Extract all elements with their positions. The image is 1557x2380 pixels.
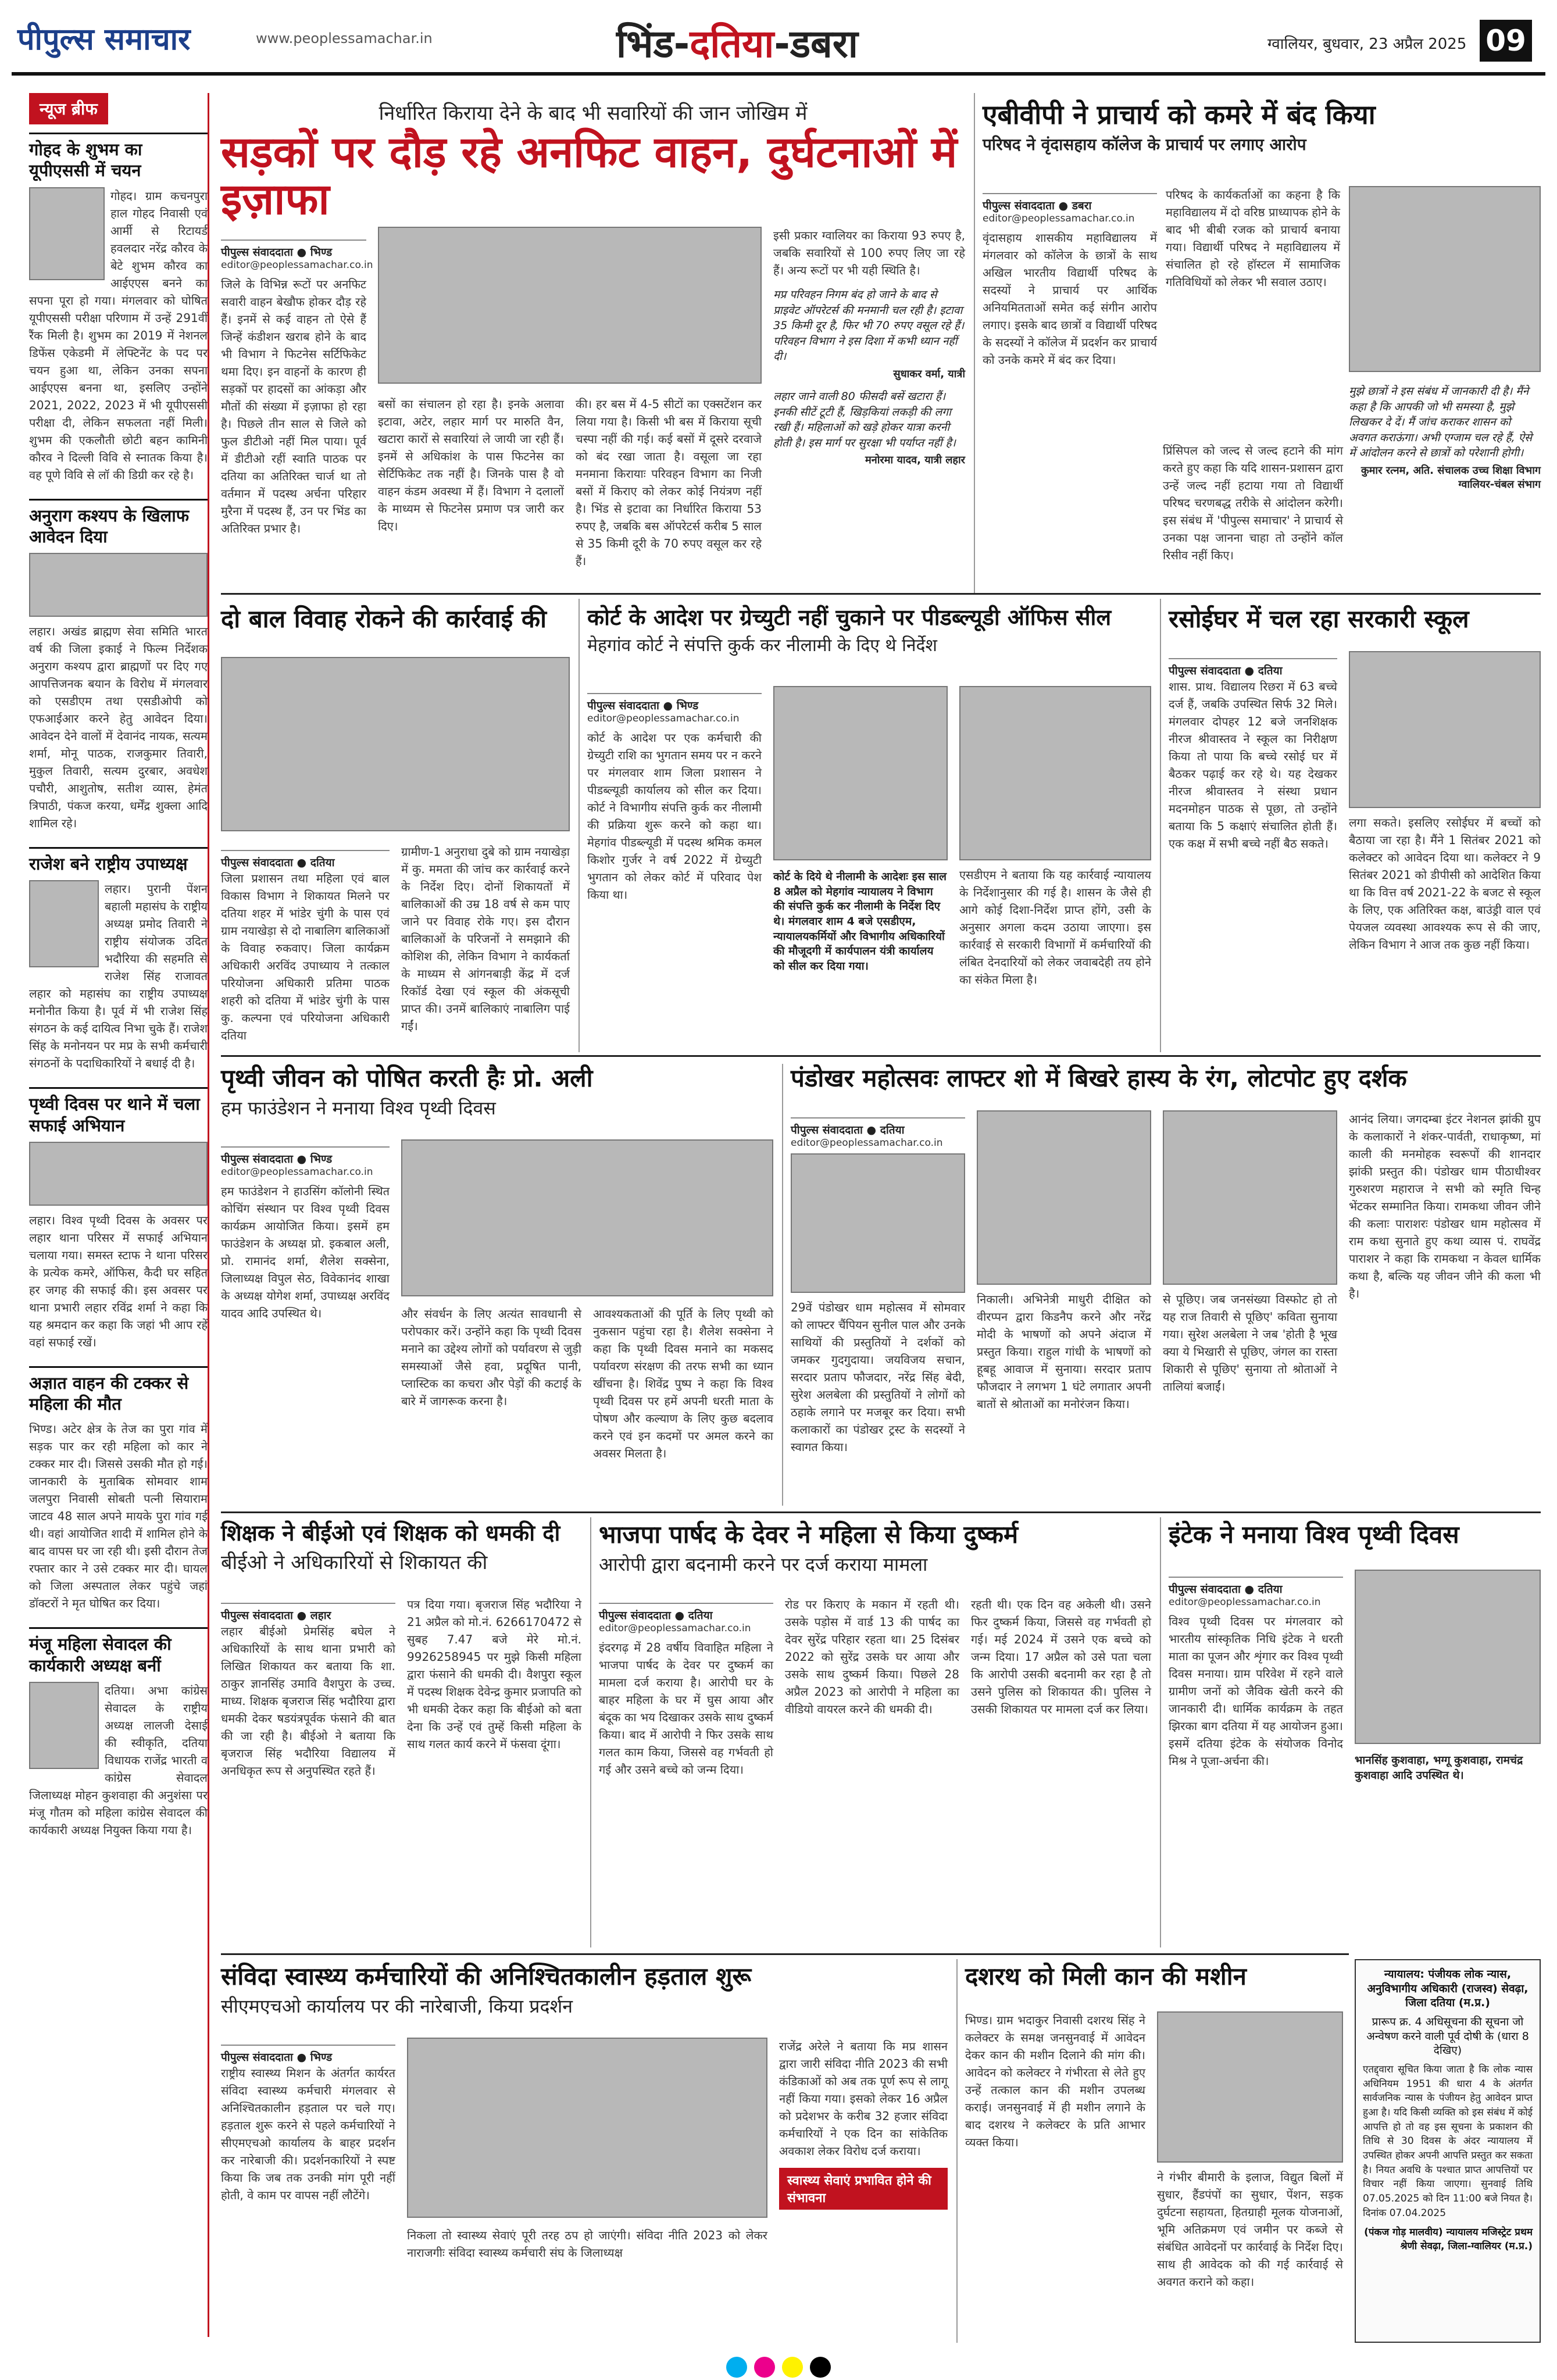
story-body: परिषद के कार्यकर्ताओं का कहना है कि महाविद्यालय में दो वरिष्ठ प्राध्यापक होने के बाद भी बीबी रजक को प्राचार्य बनाया गया। विद्यार्थी परिषद ने महाविद्यालय में संचालित हो रहे हॉस्टल में सामाजिक गतिविधियों को लेकर भी सवाल उठाए। bbox=[1166, 188, 1340, 289]
byline: पीपुल्स संवाददाता ● भिण्ड bbox=[221, 2045, 395, 2064]
story-body: ग्रामीण-1 अनुराधा दुबे को ग्राम नयाखेड़ा में कु. ममता की जांच कर कार्रवाई करने के निर्देश दिए। दोनों शिकायतों में बालिकाओं की उम्र 18 वर्ष से कम पाए जाने पर विवाह रोके गए। इस दौरान बालिकाओं के परिजनों ने समझाने की कोशिश की, लेकिन विभाग ने कार्यकर्ता के माध्यम से आंगनबाड़ी केंद्र में दर्ज रिकॉर्ड देखा एवं स्कूल की अंकसूची प्राप्त की। उनमें बालिकाएं नाबालिग पाई गईं। bbox=[401, 845, 570, 1033]
pandokhar-col-4 bbox=[1349, 1110, 1541, 1302]
health-strike-caption bbox=[407, 2227, 767, 2261]
column-divider bbox=[1160, 1517, 1161, 1947]
brief-headline: राजेश बने राष्ट्रीय उपाध्यक्ष bbox=[29, 847, 208, 874]
story-body: से पूछिए। जब जनसंख्या विस्फोट हो तो यह राज तिवारी से पूछिए' कविता सुनाया गया। सुरेश अलबेला ने जब 'होती है भूख क्या ये भिखारी से पूछिए, जंगल का रास्ता शिकारी से पूछिए' सुनाया तो श्रोताओं ने तालियां बजाईं। bbox=[1163, 1292, 1337, 1393]
brief-body: लहार। पुरानी पेंशन बहाली महासंघ के राष्ट्रीय अध्यक्ष प्रमोद तिवारी ने राष्ट्रीय संयोजक उदित भदौरिया की सहमति से राजेश सिंह राजावत लहार को महासंघ का राष्ट्रीय उपाध्यक्ष मनोनीत किया है। पूर्व में भी राजेश सिंह संगठन के कई दायित्व निभा चुके हैं। राजेश सिंह के मनोनयन पर मप्र के सभी कर्मचारी संगठनों के पदाधिकारियों ने बधाई दी है। bbox=[29, 882, 208, 1071]
pandokhar-col-2 bbox=[977, 1110, 1151, 1413]
bjp-col-1 bbox=[599, 1596, 773, 1778]
legal-notice bbox=[1355, 1959, 1541, 2343]
column-divider bbox=[782, 1064, 783, 1506]
section-divider bbox=[221, 1511, 1541, 1513]
story-body: रहती थी। एक दिन वह अकेली थी। उसने फिर दुष्कर्म किया, जिससे वह गर्भवती हो गई। मई 2024 में उसने एक बच्चे को जन्म दिया। 17 अप्रैल को उसे पता चला कि आरोपी उसकी बदनामी कर रहा है तो उसने पुलिस को शिकायत की। पुलिस ने उसकी शिकायत पर मामला दर्ज कर लिया। bbox=[971, 1598, 1151, 1716]
story-body: लगा सकते। इसलिए रसोईघर में बच्चों को बैठाया जा रहा है। मैंने 1 सितंबर 2021 को कलेक्टर को आवेदन दिया था। कलेक्टर ने 9 सितंबर 2021 को डीपीसी को आदेशित किया था कि वित्त वर्ष 2021-22 के बजट से स्कूल के लिए, एक अतिरिक्त कक्ष, बाउंड्री वाल एवं पेयजल व्यवस्था आवश्यक रूप से की जाए, लेकिन विभाग ने आज तक कुछ नहीं किया। bbox=[1349, 816, 1541, 952]
venue-photo bbox=[791, 1153, 965, 1293]
child-marriage-headline[interactable]: दो बाल विवाह रोकने की कार्रवाई की bbox=[221, 605, 547, 633]
health-strike-story bbox=[221, 1962, 948, 2018]
classroom-photo bbox=[1349, 651, 1541, 808]
quote-block bbox=[773, 389, 965, 467]
hearing-machine-headline[interactable]: दशरथ को मिली कान की मशीन bbox=[965, 1962, 1247, 1991]
teacher-threat-subheadline: बीईओ ने अधिकारियों से शिकायत की bbox=[221, 1550, 488, 1574]
story-body: लहार बीईओ प्रेमसिंह बघेल ने अधिकारियों के साथ थाना प्रभारी को लिखित शिकायत कर बताया कि शा. ठाकुर ज्ञानसिंह उमावि वैशपुरा के उच्च. माध्य. शिक्षक बृजराज सिंह भदौरिया द्वारा धमकी देकर षडयंत्रपूर्वक फंसाने की बात की जा रही है। बीईओ ने बताया कि बृजराज सिंह भदौरिया विद्यालय में अनधिकृत रूप से अनुपस्थित रहते हैं। bbox=[221, 1624, 395, 1778]
story-body: कोर्ट के आदेश पर एक कर्मचारी की ग्रेच्युटी राशि का भुगतान समय पर न करने पर मंगलवार शाम जिला प्रशासन ने पीडब्ल्यूडी कार्यालय को सील कर दिया। कोर्ट ने विभागीय संपत्ति कुर्क कर नीलामी की प्रक्रिया शुरू करने को कहा था। मेहगांव पीडब्ल्यूडी में पदस्थ श्रमिक कमल किशोर गुर्जर ने वर्ष 2022 में ग्रेच्युटी भुगतान को लेकर कोर्ट में परिवाद पेश किया था। bbox=[587, 731, 762, 902]
registration-mark-icon bbox=[810, 2357, 831, 2378]
email[interactable]: editor@peoplessamachar.co.in bbox=[791, 1137, 943, 1149]
portrait-photo bbox=[29, 187, 105, 280]
email[interactable]: editor@peoplessamachar.co.in bbox=[587, 713, 740, 724]
teacher-threat-col-2 bbox=[407, 1596, 581, 1753]
email[interactable]: editor@peoplessamachar.co.in bbox=[221, 259, 373, 271]
worship-photo bbox=[1355, 1570, 1541, 1744]
intec-story bbox=[1169, 1520, 1541, 1549]
abvp-story bbox=[983, 99, 1541, 155]
abvp-quote bbox=[1349, 384, 1541, 491]
dateline: ग्वालियर, बुधवार, 23 अप्रैल 2025 bbox=[1267, 35, 1467, 53]
pandokhar-story bbox=[791, 1064, 1541, 1093]
pandokhar-col-1 bbox=[791, 1110, 965, 1456]
brief-headline: पृथ्वी दिवस पर थाने में चला सफाई अभियान bbox=[29, 1087, 208, 1136]
story-body: विश्व पृथ्वी दिवस पर मंगलवार को भारतीय सांस्कृतिक निधि इंटेक ने धरती माता का पूजन और शृंगार कर विश्व पृथ्वी दिवस मनाया। ग्राम परिवेश में रहने वाले ग्रामीण जनों को जैविक खेती करने की जानकारी दी। धार्मिक कार्यक्रम के तहत झिरका बाग दतिया में यह आयोजन हुआ। इसमें दतिया इंटेक के संयोजक विनोद मिश्र ने पूजा-अर्चना की। bbox=[1169, 1614, 1343, 1768]
pwd-subheadline: मेहगांव कोर्ट ने संपत्ति कुर्क कर नीलामी के दिए थे निर्देश bbox=[587, 635, 937, 656]
story-body: निकाली। अभिनेत्री माधुरी दीक्षित को वीरप्पन द्वारा किडनैप करने और नरेंद्र मोदी के भाषणों को अपने अंदाज में प्रस्तुत किया। राहुल गांधी के भाषणों को हूबहू आवाज में सुनाया। सरदार प्रताप फौजदार ने लगभग 1 घंटे लगातार अपनी बातों से श्रोताओं का मनोरंजन किया। bbox=[977, 1292, 1151, 1411]
byline: पीपुल्स संवाददाता ● दतिया bbox=[599, 1603, 773, 1623]
story-body: एसडीएम ने बताया कि यह कार्रवाई न्यायालय के निर्देशानुसार की गई है। शासन के जैसे ही आगे कोई दिशा-निर्देश प्राप्त होंगे, उसी के अनुसार अगला कदम उठाया जाएगा। इस कार्रवाई से सरकारी विभागों में कर्मचारियों की लंबित देनदारियों को लेकर जवाबदेही तय होने का संकेत मिला है। bbox=[959, 868, 1151, 987]
cleaning-photo bbox=[29, 1142, 208, 1206]
bjp-headline[interactable]: भाजपा पार्षद के देवर ने महिला से किया दुष्कर्म bbox=[599, 1520, 1019, 1549]
story-body: और संवर्धन के लिए अत्यंत सावधानी से परोपकार करें। उन्होंने कहा कि पृथ्वी दिवस मनाने का उद्देश्य लोगों को पर्यावरण से जुड़ी समस्याओं जैसे हवा, प्रदूषित पानी, प्लास्टिक का कचरा और पेड़ों की कटाई के बारे में जागरूक करना है। bbox=[401, 1307, 581, 1408]
kitchen-school-col-1 bbox=[1169, 651, 1337, 852]
column-divider bbox=[1160, 599, 1161, 1052]
brief-item bbox=[29, 1087, 208, 1351]
email[interactable]: editor@peoplessamachar.co.in bbox=[221, 1166, 373, 1178]
earth-day-col-3 bbox=[593, 1305, 773, 1462]
quote-attribution: कुमार रत्नम, अति. संचालक उच्च शिक्षा विभाग ग्वालियर-चंबल संभाग bbox=[1360, 464, 1541, 491]
bjp-col-3 bbox=[971, 1596, 1151, 1718]
notice-text: एतद्द्वारा सूचित किया जाता है कि लोक न्यास अधिनियम 1951 की धारा 4 के अंतर्गत सार्वजनिक न्यास के पंजीयन हेतु आवेदन प्राप्त हुआ है। यदि किसी व्यक्ति को इस संबंध में कोई आपत्ति हो तो वह इस सूचना के प्रकाशन की तिथि से 30 दिवस के अंदर न्यायालय में उपस्थित होकर अपनी आपत्ति प्रस्तुत कर सकता है। नियत अवधि के पश्चात प्राप्त आपत्तियों पर विचार नहीं किया जाएगा। सुनवाई तिथि 07.05.2025 को दिन 11:00 बजे नियत है। दिनांक 07.04.2025 bbox=[1363, 2064, 1533, 2219]
section-title bbox=[616, 16, 858, 69]
earth-day-subheadline: हम फाउंडेशन ने मनाया विश्व पृथ्वी दिवस bbox=[221, 1097, 496, 1120]
brief-item bbox=[29, 1366, 208, 1613]
lead-col-3 bbox=[576, 395, 762, 570]
bjp-subheadline: आरोपी द्वारा बदनामी करने पर दर्ज कराया मामला bbox=[599, 1553, 928, 1576]
news-brief-column bbox=[29, 93, 209, 2337]
kitchen-school-headline[interactable]: रसोईघर में चल रहा सरकारी स्कूल bbox=[1169, 605, 1469, 633]
section-divider bbox=[221, 1953, 1349, 1955]
brief-headline: गोहद के शुभम का यूपीएससी में चयन bbox=[29, 133, 208, 181]
protest-photo bbox=[407, 2038, 767, 2218]
brief-body: दतिया। अभा कांग्रेस सेवादल के राष्ट्रीय अध्यक्ष लालजी देसाई की स्वीकृति, दतिया विधायक राजेंद्र भारती व कांग्रेस सेवादल जिलाध्यक्ष मोहन कुशवाहा की अनुशंसा पर मंजू गौतम को महिला कांग्रेस सेवादल की कार्यकारी अध्यक्ष नियुक्त किया गया है। bbox=[29, 1683, 208, 1837]
office-seal-photo bbox=[773, 686, 948, 860]
child-marriage-story bbox=[221, 605, 570, 634]
lead-col-4 bbox=[773, 227, 965, 467]
lead-col-2 bbox=[378, 395, 564, 535]
hearing-machine-col-1 bbox=[965, 2011, 1145, 2151]
byline: पीपुल्स संवाददाता ● दतिया bbox=[1169, 658, 1337, 678]
byline: पीपुल्स संवाददाता ● दतिया bbox=[791, 1117, 965, 1137]
kitchen-school-col-2 bbox=[1349, 814, 1541, 953]
quote-text: लहार जाने वाली 80 फीसदी बसें खटारा हैं। इनकी सीटें टूटी हैं, खिड़कियां लकड़ी की लगा रखी हैं। महिलाओं को खड़े होकर यात्रा करनी होती है। इस मार्ग पर सुरक्षा भी पर्याप्त नहीं है। bbox=[773, 389, 956, 449]
group-photo bbox=[29, 553, 208, 617]
pandokhar-headline[interactable]: पंडोखर महोत्सवः लाफ्टर शो में बिखरे हास्य के रंग, लोटपोट हुए दर्शक bbox=[791, 1064, 1407, 1092]
intec-headline[interactable]: इंटेक ने मनाया विश्व पृथ्वी दिवस bbox=[1169, 1520, 1459, 1549]
brief-item bbox=[29, 499, 208, 832]
pwd-col-1 bbox=[587, 686, 762, 903]
story-body: जिले के विभिन्न रूटों पर अनफिट सवारी वाहन बेखौफ होकर दौड़ रहे हैं। इनमें से कई वाहन तो ऐसे हैं जिन्हें कंडीशन खराब होने के बाद भी विभाग ने फिटनेस सर्टिफिकेट थमा दिए। इन वाहनों के कारण ही सड़कों पर हादसों का आंकड़ा और मौतों की संख्या में इज़ाफा हो रहा है। पिछले तीन साल से जिले को फुल डीटीओ नहीं मिल पाया। पूर्व में डीटीओ रहीं स्वाति पाठक पर दतिया का अतिरिक्त चार्ज था तो वर्तमान में पदस्थ अर्चना परिहार मुरैना में पदस्थ हैं, उन पर भिंड का अतिरिक्त प्रभार है। bbox=[221, 277, 366, 535]
earth-day-col-1 bbox=[221, 1139, 390, 1322]
abvp-col-3 bbox=[1163, 442, 1343, 564]
pwd-col-2 bbox=[773, 866, 948, 974]
story-body: पत्र दिया गया। बृजराज सिंह भदौरिया ने 21 अप्रैल को मो.नं. 6266170472 से सुबह 7.47 बजे मेरे मो.नं. 9926258945 पर मुझे किसी महिला द्वारा फंसाने की धमकी दी। वैशपुरा स्कूल में पदस्थ शिक्षक देवेन्द्र कुमार प्रजापति को भी धमकी देकर कहा कि बीईओ को बता देना कि उन्हें एवं तुम्हें किसी महिला के साथ गलत कार्य करने में फंसवा दूंगा। bbox=[407, 1598, 581, 1751]
byline: पीपुल्स संवाददाता ● डबरा bbox=[983, 193, 1157, 213]
story-body: जिला प्रशासन तथा महिला एवं बाल विकास विभाग ने शिकायत मिलने पर दतिया शहर में भांडेर चुंगी के पास एवं ग्राम नयाखेड़ा से दो नाबालिग बालिकाओं के विवाह रुकवाए। जिला कार्यक्रम अधिकारी अरविंद उपाध्याय ने तत्काल परियोजना अधिकारी प्रतिमा पाठक शहरी को दतिया में भांडेर चुंगी के पास कु. कल्पना एवं परियोजना अधिकारी दतिया bbox=[221, 871, 390, 1042]
bjp-story bbox=[599, 1520, 1157, 1576]
story-body: 29वें पंडोखर धाम महोत्सव में सोमवार को लाफ्टर चैंपियन सुनील पाल और उनके साथियों की प्रस्तुतियों ने दर्शकों को जमकर गुदगुदाया। जयविजय सचान, सरदार प्रताप फौजदार, नरेंद्र सिंह बेदी, सुरेश अलबेला की प्रस्तुतियों ने लोगों को ठहाके लगाने पर मजबूर कर दिया। सभी कलाकारों का पंडोखर ट्रस्ट के सदस्यों ने स्वागत किया। bbox=[791, 1300, 965, 1454]
quote-attribution: मनोरमा यादव, यात्री लहार bbox=[865, 454, 965, 467]
health-strike-col-2 bbox=[779, 2038, 948, 2210]
quote-text: मप्र परिवहन निगम बंद हो जाने के बाद से प्राइवेट ऑपरेटर्स की मनमानी चल रही है। इटावा 35 किमी दूर है, फिर भी 70 रुपए वसूल रहे हैं। परिवहन विभाग ने इस दिशा में कभी ध्यान नहीं दी। bbox=[773, 288, 965, 363]
brief-item bbox=[29, 1627, 208, 1839]
story-body: राष्ट्रीय स्वास्थ्य मिशन के अंतर्गत कार्यरत संविदा स्वास्थ्य कर्मचारी मंगलवार से अनिश्चितकालीन हड़ताल पर चले गए। हड़ताल शुरू करने से पहले कर्मचारियों ने सीएमएचओ कार्यालय के बाहर प्रदर्शन कर नारेबाजी की। प्रदर्शनकारियों ने स्पष्ट किया कि जब तक उनकी मांग पूरी नहीं होती, वे काम पर वापस नहीं लौटेंगे। bbox=[221, 2066, 395, 2202]
brief-item bbox=[29, 133, 208, 484]
news-brief-tag: न्यूज ब्रीफ bbox=[29, 93, 108, 124]
byline: पीपुल्स संवाददाता ● दतिया bbox=[1169, 1577, 1343, 1596]
officials-photo bbox=[221, 657, 570, 831]
story-body: ने गंभीर बीमारी के इलाज, विद्युत बिलों में सुधार, हैंडपंपों का सुधार, पेंशन, सड़क दुर्घटना सहायता, हितग्राही मूलक योजनाओं, भूमि अतिक्रमण एवं जमीन पर कब्जे से संबंधित आवेदनों पर कार्रवाई के निर्देश दिए। साथ ही आवेदक को की गई कार्रवाई से अवगत कराने को कहा। bbox=[1157, 2170, 1343, 2289]
story-body: आवश्यकताओं की पूर्ति के लिए पृथ्वी को नुकसान पहुंचा रहा है। शैलेश सक्सेना ने कहा कि पृथ्वी दिवस मनाने का मकसद पर्यावरण संरक्षण की तरफ सभी का ध्यान खींचना है। शिवेंद्र पुष्प ने कहा कि विश्व पृथ्वी दिवस पर हमें अपनी धरती माता के पोषण और कल्याण के लिए कुछ बदलाव करने एवं इन कदमों पर अमल करने का अवसर मिलता है। bbox=[593, 1307, 773, 1460]
story-body: शास. प्राथ. विद्यालय रिछरा में 63 बच्चे दर्ज हैं, जबकि उपस्थित सिर्फ 32 मिले। मंगलवार दोपहर 12 बजे जनशिक्षक नीरज श्रीवास्तव ने स्कूल का निरीक्षण किया तो पाया कि बच्चे रसोई घर में बैठकर पढ़ाई कर रहे थे। यह देखकर नीरज श्रीवास्तव ने संस्था प्रधान मदनमोहन पाठक से पूछा, तो उन्होंने बताया कि 5 कक्षाएं संचालित होती हैं। एक कक्ष में सभी बच्चे नहीं बैठ सकते। bbox=[1169, 680, 1337, 850]
hearing-machine-story bbox=[965, 1962, 1343, 1991]
byline: पीपुल्स संवाददाता ● भिण्ड bbox=[587, 693, 762, 713]
section-title-part-2: दतिया bbox=[690, 22, 774, 66]
health-strike-col-1 bbox=[221, 2038, 395, 2204]
byline: पीपुल्स संवाददाता ● दतिया bbox=[221, 850, 390, 870]
kitchen-school-story bbox=[1169, 605, 1541, 634]
lead-headline[interactable]: सड़कों पर दौड़ रहे अनफिट वाहन, दुर्घटनाओं में इज़ाफा bbox=[221, 127, 958, 225]
teacher-threat-col-1 bbox=[221, 1596, 395, 1779]
abvp-subheadline: परिषद ने वृंदासहाय कॉलेज के प्राचार्य पर लगाए आरोप bbox=[983, 135, 1306, 155]
byline: पीपुल्स संवाददाता ● लहार bbox=[221, 1603, 395, 1623]
notice-subtitle: प्रारूप क्र. 4 अधिसूचना की सूचना जो अन्वेषण करने वाली पूर्व दोषी के (धारा 8 देखिए) bbox=[1366, 2016, 1529, 2057]
column-divider bbox=[956, 1959, 958, 2343]
lead-col-1 bbox=[221, 233, 373, 537]
story-body: वृंदासहाय शासकीय महाविद्यालय में मंगलवार को कॉलेज के छात्रों के साथ अखिल भारतीय विद्यार्थी परिषद के सदस्यों ने प्राचार्य पर आर्थिक अनियमितताओं समेत कई संगीन आरोप लगाए। इसके बाद छात्रों व विद्यार्थी परिषद के सदस्यों ने कॉलेज में प्रदर्शन कर प्राचार्य को उनके कमरे में बंद कर दिया। bbox=[983, 231, 1157, 367]
newspaper-name: पीपुल्स समाचार bbox=[17, 22, 191, 57]
story-body: इंदरगढ़ में 28 वर्षीय विवाहित महिला ने भाजपा पार्षद के देवर पर दुष्कर्म का मामला दर्ज कराया है। आरोपी घर के बाहर महिला के घर में घुस आया और बंदूक का भय दिखाकर उसके साथ दुष्कर्म किया। बाद में आरोपी ने फिर उसके साथ गलत काम किया, जिससे वह गर्भवती हो गई और उसने बच्चे को जन्म दिया। bbox=[599, 1641, 773, 1777]
quote-block bbox=[773, 287, 965, 381]
brief-body: लहार। विश्व पृथ्वी दिवस के अवसर पर लहार थाना परिसर में सफाई अभियान चलाया गया। समस्त स्टाफ ने थाना परिसर के प्रत्येक कमरे, ऑफिस, कैदी घर सहित हर जगह की सफाई की। इस अवसर पर थाना प्रभारी लहार रविंद्र शर्मा ने कहा कि यह श्रमदान कर कहा कि जहां भी आप रहें वहां सफाई रखें। bbox=[29, 1213, 208, 1349]
quote-attribution: सुधाकर वर्मा, यात्री bbox=[893, 367, 965, 380]
bus-photo bbox=[378, 227, 762, 384]
registration-mark-icon bbox=[726, 2357, 747, 2378]
child-marriage-col-2 bbox=[401, 843, 570, 1035]
stage-photo bbox=[977, 1110, 1151, 1285]
child-marriage-col-1 bbox=[221, 843, 390, 1044]
health-strike-headline[interactable]: संविदा स्वास्थ्य कर्मचारियों की अनिश्चितकालीन हड़ताल शुरू bbox=[221, 1962, 752, 1991]
byline: पीपुल्स संवाददाता ● भिण्ड bbox=[221, 1146, 390, 1166]
portrait-photo bbox=[29, 1682, 99, 1769]
column-divider bbox=[590, 1517, 591, 1947]
story-body: भिण्ड। ग्राम भदाकुर निवासी दशरथ सिंह ने कलेक्टर के समक्ष जनसुनवाई में आवेदन देकर कान की मशीन दिलाने की मांग की। आवेदन को कलेक्टर ने गंभीरता से लेते हुए उन्हें तत्काल कान की मशीन उपलब्ध कराई। जनसुनवाई में ही मशीन लगाने के बाद दशरथ ने कलेक्टर के प्रति आभार व्यक्त किया। bbox=[965, 2013, 1145, 2149]
pwd-headline[interactable]: कोर्ट के आदेश पर ग्रेच्युटी नहीं चुकाने पर पीडब्ल्यूडी ऑफिस सील bbox=[587, 605, 1112, 630]
abvp-col-2 bbox=[1166, 186, 1340, 291]
section-divider bbox=[221, 1055, 1541, 1057]
earth-day-story bbox=[221, 1064, 779, 1120]
story-body: रोड पर किराए के मकान में रहती थी। उसके पड़ोस में वार्ड 13 की पार्षद का देवर सुरेंद्र परिहार रहता था। 25 दिसंबर 2022 को सुरेंद्र उसके घर आया और उसके साथ दुष्कर्म किया। पिछले 28 अप्रैल 2023 को आरोपी ने महिला का वीडियो वायरल करने की धमकी दी। bbox=[785, 1598, 959, 1716]
meeting-photo bbox=[1349, 186, 1541, 372]
office-photo bbox=[959, 686, 1151, 860]
quote-text: मुझे छात्रों ने इस संबंध में जानकारी दी है। मैंने कहा है कि आपकी जो भी समस्या है, मुझे लिखकर दे दें। मैं जांच कराकर शासन को अवगत कराऊंगा। अभी एग्जाम चल रहे हैं, ऐसे में आंदोलन करने से छात्रों को परेशानी होगी। bbox=[1349, 385, 1533, 460]
pandokhar-col-3 bbox=[1163, 1110, 1337, 1395]
story-body: राजेंद्र अरेले ने बताया कि मप्र शासन द्वारा जारी संविदा नीति 2023 की सभी कंडिकाओं को अब तक पूर्ण रूप से लागू नहीं किया गया। इसको लेकर 16 अप्रैल को प्रदेशभर के करीब 32 हजार संविदा कर्मचारियों ने एक दिन का सांकेतिक अवकाश लेकर विरोध दर्ज कराया। bbox=[779, 2039, 948, 2158]
pwd-story bbox=[587, 605, 1151, 656]
story-body: हम फाउंडेशन ने हाउसिंग कॉलोनी स्थित कोचिंग संस्थान पर विश्व पृथ्वी दिवस कार्यक्रम आयोजित किया। इसमें हम फाउंडेशन के अध्यक्ष प्रो. इकबाल अली, प्रो. रामानंद शर्मा, शैलेश सक्सेना, जिलाध्यक्ष विपुल सेठ, विवेकानंद शाखा के अध्यक्ष योगेश शर्मा, उपाध्यक्ष अरविंद यादव आदि उपस्थित थे। bbox=[221, 1184, 390, 1320]
brief-item bbox=[29, 847, 208, 1072]
story-body: बसों का संचालन हो रहा है। इनके अलावा इटावा, अटेर, लहार मार्ग पर मारुति वैन, खटारा कारों से सवारियां ले जायी जा रही हैं। इनमें से अधिकांश के पास फिटनेस का सेर्टिफिकेट तक नहीं है। जिनके पास है वो वाहन कंडम अवस्था में हैं। विभाग ने दलालों के माध्यम से फिटनेस प्रमाण पत्र जारी कर दिए। bbox=[378, 397, 564, 533]
section-title-part-1: भिंड- bbox=[616, 22, 690, 66]
intec-col-2 bbox=[1355, 1750, 1541, 1783]
page-number: 09 bbox=[1480, 20, 1532, 62]
story-body: की। हर बस में 4-5 सीटों का एक्सटेंशन कर लिया गया है। किसी भी बस में किराया सूची चस्पा नहीं की गई। कई बसों में दूसरे दरवाजे को बंद रखा जाता है। वसूला जा रहा मनमाना किरायाः परिवहन विभाग का निजी बसों में किराए को लेकर कोई नियंत्रण नहीं है। भिंड से इटावा का निर्धारित किराया 53 रुपए है, जबकि बस ऑपरेटर्स करीब 5 साल से 35 किमी दूरी के 70 रुपए वसूल कर रहे हैं। bbox=[576, 397, 762, 568]
earth-day-headline[interactable]: पृथ्वी जीवन को पोषित करती हैः प्रो. अली bbox=[221, 1064, 593, 1092]
highlight-band: स्वास्थ्य सेवाएं प्रभावित होने की संभावना bbox=[779, 2168, 948, 2210]
email[interactable]: editor@peoplessamachar.co.in bbox=[983, 213, 1135, 224]
portrait-photo bbox=[29, 880, 99, 967]
section-divider bbox=[221, 593, 1541, 595]
brief-body: लहार। अखंड ब्राह्मण सेवा समिति भारत वर्ष की जिला इकाई ने फिल्म निर्देशक अनुराग कश्यप द्वारा ब्राह्मणों पर दिए गए आपत्तिजनक बयान के विरोध में मंगलवार को एसडीएम तथा एसडीओपी को एफआईआर करने हेतु आवेदन दिया। आवेदन देने वालों में देवानंद नायक, सत्यम शर्मा, मोनू पाठक, राजकुमार तिवारी, मुकुल तिवारी, सत्यम दुरबार, अवधेश पचौरी, आशुतोष, सतीश व्यास, हेमंत त्रिपाठी, पंकज करया, धर्मेंद्र शुक्ला आदि शामिल रहे। bbox=[29, 624, 208, 830]
email[interactable]: editor@peoplessamachar.co.in bbox=[599, 1623, 751, 1634]
email[interactable]: editor@peoplessamachar.co.in bbox=[1169, 1596, 1321, 1608]
abvp-headline[interactable]: एबीवीपी ने प्राचार्य को कमरे में बंद किया bbox=[983, 99, 1376, 130]
notice-title: न्यायालय: पंजीयक लोक न्यास, अनुविभागीय अधिकारी (राजस्व) सेवढ़ा, जिला दतिया (म.प्र.) bbox=[1367, 1968, 1529, 2010]
print-registration-bar bbox=[0, 2354, 1557, 2380]
lead-kicker: निर्धारित किराया देने के बाद भी सवारियों की जान जोखिम में bbox=[378, 102, 808, 125]
notice-signature: (पंकज गोड़ मालवीय) न्यायालय मजिस्ट्रेट प्रथम श्रेणी सेवढ़ा, जिला-ग्वालियर (म.प्र.) bbox=[1364, 2227, 1533, 2252]
brief-headline: अज्ञात वाहन की टक्कर से महिला की मौत bbox=[29, 1366, 208, 1415]
pwd-col-3 bbox=[959, 686, 1151, 988]
column-divider bbox=[974, 93, 975, 593]
brief-headline: अनुराग कश्यप के खिलाफ आवेदन दिया bbox=[29, 499, 208, 548]
column-divider bbox=[578, 599, 580, 1052]
foundation-event-photo bbox=[401, 1139, 773, 1296]
collector-photo bbox=[1157, 2011, 1343, 2163]
registration-mark-icon bbox=[754, 2357, 775, 2378]
brief-body: गोहद। ग्राम कचनपुरा हाल गोहद निवासी एवं आर्मी से रिटायर्ड हवलदार नरेंद्र कौरव के बेटे शुभम कौरव का आईएएस बनने का सपना पूरा हो गया। मंगलवार को घोषित यूपीएससी परीक्षा परिणाम में उन्हें 291वीं रैंक मिली है। शुभम का 2019 में नेशनल डिफेंस एकेडमी में लेफ्टिनेंट के पद पर चयन हुआ था, लेकिन उनका सपना आईएएस बनना था, इसलिए उन्होंने 2021, 2022, 2023 में भी यूपीएससी परीक्षा दी, लेकिन सफलता नहीं मिली। शुभम की एकलौती छोटी बहन कामिनी कौरव ने दिल्ली विवि से स्नातक किया है। वह पूणे विवि से लॉ की डिग्री कर रहे है। bbox=[29, 188, 208, 482]
byline: पीपुल्स संवाददाता ● भिण्ड bbox=[221, 240, 366, 259]
story-body: आनंद लिया। जगदम्बा इंटर नेशनल झांकी ग्रुप के कलाकारों ने शंकर-पार्वती, राधाकृष्ण, मां काली की मनमोहक स्वरूपों की शानदार झांकी प्रस्तुत की। पंडोखर धाम पीठाधीश्वर गुरुशरण महाराज ने सभी को स्मृति चिन्ह भेंटकर सम्मानित किया। रामकथा जीवन जीने की कलाः पाराशरः पंडोखर धाम महोत्सव में राम कथा सुनाते हुए कथा व्यास पं. राघवेंद्र पाराशर ने कहा कि रामकथा न केवल धार्मिक कथा है, बल्कि यह जीवन जीने की कला भी है। bbox=[1349, 1112, 1541, 1300]
hearing-machine-col-2 bbox=[1157, 2011, 1343, 2290]
photo-caption: भानसिंह कुशवाहा, भग्गू कुशवाहा, रामचंद्र कुशवाहा आदि उपस्थित थे। bbox=[1355, 1754, 1523, 1782]
website-url[interactable]: www.peoplessamachar.in bbox=[256, 30, 433, 47]
story-body: इसी प्रकार ग्वालियर का किराया 93 रुपए है, जबकि सवारियों से 100 रुपए लिए जा रहे हैं। अन्य रूटों पर भी यही स्थिति है। bbox=[773, 228, 965, 277]
teacher-threat-headline[interactable]: शिक्षक ने बीईओ एवं शिक्षक को धमकी दी bbox=[221, 1520, 560, 1546]
earth-day-col-2 bbox=[401, 1305, 581, 1410]
section-title-part-3: -डबरा bbox=[774, 22, 858, 66]
story-body: निकला तो स्वास्थ्य सेवाएं पूरी तरह ठप हो जाएंगी। संविदा नीति 2023 को लेकर नाराजगीः संविदा स्वास्थ्य कर्मचारी संघ के जिलाध्यक्ष bbox=[407, 2228, 767, 2260]
bjp-col-2 bbox=[785, 1596, 959, 1718]
teacher-threat-story bbox=[221, 1520, 581, 1575]
registration-mark-icon bbox=[782, 2357, 803, 2378]
lead-story bbox=[221, 99, 965, 224]
tableau-photo bbox=[1163, 1110, 1337, 1285]
photo-caption: कोर्ट के दिये थे नीलामी के आदेशः इस साल 8 अप्रैल को मेहगांव न्यायालय ने विभाग की संपत्ति कुर्क कर नीलामी के निर्देश दिए थे। मंगलवार शाम 4 बजे एसडीएम, न्यायालयकर्मियों और विभागीय अधिकारियों की मौजूदगी में कार्यपालन यंत्री कार्यालय को सील कर दिया गया। bbox=[773, 870, 947, 973]
abvp-col-1 bbox=[983, 186, 1157, 369]
brief-body: भिण्ड। अटेर क्षेत्र के तेज का पुरा गांव में सड़क पार कर रही महिला को कार ने टक्कर मार दी। जिससे उसकी मौत हो गई। जानकारी के मुताबिक सोमवार शाम जलपुरा निवासी सोबती पत्नी सियाराम जाटव 48 साल अपने मायके पुरा गांव गई थी। वहां आयोजित शादी में शामिल होने के बाद वापस घर जा रही थी। इसी दौरान तेज रफ्तार कार ने उसे टक्कर मार दी। घायल को जिला अस्पताल लेकर पहुंचे जहां डॉक्टरों ने मृत घोषित कर दिया। bbox=[29, 1422, 208, 1611]
brief-headline: मंजू महिला सेवादल की कार्यकारी अध्यक्ष बनीं bbox=[29, 1627, 208, 1676]
story-body: प्रिंसिपल को जल्द से जल्द हटाने की मांग करते हुए कहा कि यदि शासन-प्रशासन द्वारा उन्हें जल्द नहीं हटाया गया तो विद्यार्थी परिषद चरणबद्ध तरीके से आंदोलन करेगी। इस संबंध में 'पीपुल्स समाचार' ने प्राचार्य से उनका पक्ष जानना चाहा तो उन्होंने कॉल रिसीव नहीं किए। bbox=[1163, 444, 1343, 562]
health-strike-subheadline: सीएमएचओ कार्यालय पर की नारेबाजी, किया प्रदर्शन bbox=[221, 1995, 573, 2018]
intec-col-1 bbox=[1169, 1570, 1343, 1770]
